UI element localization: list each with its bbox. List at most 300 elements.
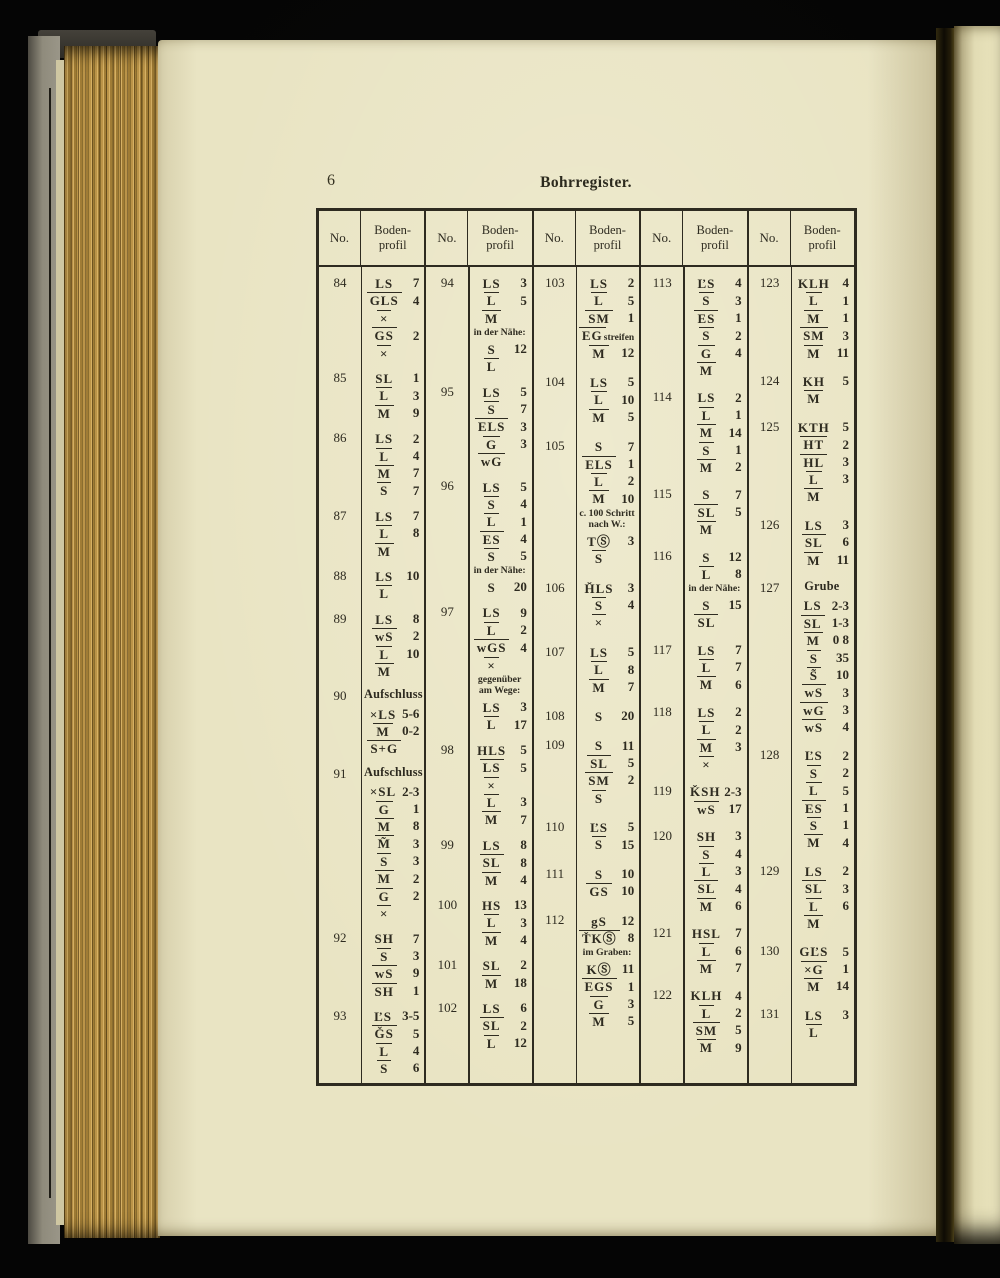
layer-thickness: 6 [735, 676, 742, 692]
layer-thickness: 1 [627, 310, 635, 326]
column-header-no: No. [319, 211, 361, 265]
profile-line [686, 720, 742, 737]
profile-line [471, 698, 527, 715]
layer-label: HSL [691, 926, 721, 942]
profile-line [686, 755, 742, 772]
profile-block [641, 703, 746, 773]
profile-line [794, 533, 850, 550]
layer-label: S [364, 482, 404, 498]
layer-thickness: 10 [406, 645, 420, 661]
layer-label: TⓈ [587, 533, 611, 549]
layer-label: M [364, 465, 404, 481]
profile-block [319, 929, 424, 999]
profile-lines [791, 274, 854, 361]
layer-label: M [794, 552, 834, 568]
layer-label: L [579, 661, 619, 677]
profile-line [794, 614, 850, 631]
profile-line [794, 550, 850, 567]
profile-line [579, 865, 635, 882]
column-header-no: No. [534, 211, 576, 265]
profile-line [686, 800, 742, 817]
profile-line [471, 973, 527, 990]
profile-line [364, 929, 420, 946]
layer-label: M [364, 870, 404, 886]
profile-line [471, 999, 527, 1016]
layer-thickness: 11 [836, 344, 850, 360]
profile-line [471, 621, 527, 638]
profile-block [749, 1005, 854, 1040]
profile-lines [468, 603, 531, 732]
profile-block [641, 485, 746, 537]
layer-thickness: 2 [735, 1005, 742, 1020]
profile-lines [576, 911, 639, 1029]
layer-label: SM [686, 1022, 726, 1038]
layer-label: wS [364, 965, 404, 981]
layer-label: LS [803, 598, 822, 614]
layer-thickness: 4 [520, 871, 527, 887]
profile-line [364, 610, 420, 627]
profile-line [471, 871, 527, 888]
layer-thickness: 2-3 [831, 597, 850, 613]
layer-label: ELS [471, 418, 511, 434]
profile-block [534, 579, 639, 631]
profile-line [686, 1038, 742, 1055]
borehole-number: 108 [545, 707, 565, 723]
profile-lines [468, 896, 531, 948]
layer-thickness: 8 [412, 611, 420, 627]
profile-line [686, 441, 742, 458]
layer-thickness: 14 [728, 424, 742, 440]
profile-lines [791, 942, 854, 994]
layer-thickness: 5 [520, 383, 527, 399]
profile-block [749, 942, 854, 994]
layer-thickness: 3 [735, 828, 742, 844]
profile-line [579, 771, 635, 788]
borehole-number: 104 [545, 373, 565, 389]
layer-thickness: 7 [735, 925, 742, 941]
layer-thickness: 2 [520, 622, 527, 638]
profile-line [364, 739, 420, 756]
layer-thickness: 3 [520, 418, 527, 434]
profile-line [579, 707, 635, 724]
borehole-number: 125 [759, 418, 780, 434]
layer-label: S [594, 439, 604, 455]
profile-line [794, 372, 850, 389]
layer-label: ĽS [590, 819, 608, 835]
profile-line [686, 658, 742, 675]
layer-thickness: 8 [520, 837, 527, 853]
profile-block [749, 372, 854, 407]
profile-line [794, 596, 850, 613]
layer-label: L [686, 721, 726, 737]
profile-line [579, 579, 635, 596]
borehole-number: 118 [652, 703, 672, 719]
layer-label: G [686, 345, 726, 361]
layer-label: LS [697, 642, 716, 658]
layer-thickness: 8 [520, 854, 527, 870]
layer-label: SM [579, 310, 619, 326]
profile-lines [361, 507, 424, 559]
layer-thickness: 5 [842, 373, 850, 389]
layer-thickness: 6 [412, 1060, 420, 1076]
profile-line [686, 703, 742, 720]
layer-thickness: 3 [520, 436, 527, 452]
layer-thickness: 3-5 [402, 1008, 420, 1024]
profile-block [534, 373, 639, 425]
layer-thickness: 10 [621, 866, 635, 882]
profile-line [364, 904, 420, 921]
layer-label: wG [794, 702, 834, 718]
profile-line [686, 388, 742, 405]
layer-label: M [471, 975, 511, 991]
borehole-number: 113 [652, 275, 672, 290]
profile-line [794, 746, 850, 763]
profile-line [471, 512, 527, 529]
profile-line [686, 361, 742, 378]
profile-line [579, 390, 635, 407]
layer-thickness: 15 [621, 836, 635, 852]
layer-thickness: 5 [520, 548, 527, 564]
profile-block [426, 741, 531, 828]
profile-block [534, 643, 639, 695]
profile-line [686, 485, 742, 502]
layer-thickness: 18 [513, 974, 527, 990]
layer-label: L [471, 622, 511, 638]
layer-label: SL [482, 958, 501, 974]
profile-lines [683, 827, 746, 914]
layer-thickness: 1 [842, 292, 850, 308]
profile-line [794, 1005, 850, 1022]
column-header-profile [468, 211, 531, 265]
profile-lines [683, 485, 746, 537]
layer-label: M [364, 818, 404, 834]
layer-thickness: 6 [842, 897, 850, 913]
profile-line [686, 547, 742, 564]
layer-thickness: 5 [627, 1013, 635, 1029]
profile-line [794, 516, 850, 533]
profile-block [749, 579, 854, 736]
profile-line [579, 736, 635, 753]
column-header [641, 211, 746, 267]
layer-label: M [794, 834, 834, 850]
profile-line [686, 291, 742, 308]
layer-thickness: 20 [621, 708, 635, 724]
layer-label: L [686, 659, 726, 675]
profile-line [364, 344, 420, 361]
profile-block [426, 896, 531, 948]
profile-line [364, 1059, 420, 1076]
layer-thickness: 14 [836, 978, 850, 994]
layer-thickness: 7 [627, 678, 635, 694]
profile-block [426, 603, 531, 732]
layer-label: L [471, 1035, 511, 1051]
layer-label: S [794, 817, 834, 833]
layer-label: M [686, 1039, 726, 1055]
profile-block [641, 274, 746, 378]
profile-line [686, 1021, 742, 1038]
book-cover-line [49, 88, 51, 1198]
layer-label: GLS [364, 292, 404, 308]
profile-line [686, 986, 742, 1003]
profile-lines [683, 388, 746, 475]
header-word: Boden- [803, 222, 841, 237]
profile-block [319, 687, 424, 757]
layer-label: S [594, 709, 604, 724]
layer-thickness: 2 [412, 430, 420, 446]
profile-line [471, 340, 527, 357]
layer-label: S [794, 650, 834, 666]
profile-line [579, 472, 635, 489]
layer-label: ĽS [374, 1008, 392, 1024]
column-header [426, 211, 531, 267]
layer-label: L [686, 863, 726, 879]
profile-line [686, 326, 742, 343]
profile-line [471, 603, 527, 620]
layer-label: LS [482, 276, 501, 292]
profile-line [471, 758, 527, 775]
column-header-profile [576, 211, 639, 265]
layer-label: SM [579, 772, 619, 788]
layer-thickness: 3 [842, 880, 850, 896]
layer-label: M [471, 872, 511, 888]
profile-block [534, 274, 639, 361]
layer-label: SL [471, 1017, 511, 1033]
profile-line [364, 705, 420, 722]
layer-label: × [471, 657, 511, 673]
column-header-profile [683, 211, 746, 265]
layer-thickness: 9 [412, 405, 420, 421]
profile-lines [791, 418, 854, 505]
layer-label: L [794, 471, 834, 487]
layer-thickness: 3 [520, 699, 527, 715]
layer-label: ŤKⓈ [579, 930, 619, 946]
borehole-number: 122 [652, 987, 672, 1003]
layer-label: S [686, 442, 726, 458]
layer-label: H̆LS [584, 580, 614, 596]
layer-label: ×LS [369, 706, 397, 722]
layer-label: SH [696, 829, 717, 845]
layer-thickness: 3 [842, 327, 850, 343]
layer-thickness: 2 [735, 327, 742, 343]
layer-thickness: 4 [842, 719, 850, 735]
layer-label: L [686, 943, 726, 959]
layer-thickness: 7 [627, 438, 635, 454]
column-header [319, 211, 424, 267]
profile-line [364, 627, 420, 644]
layer-thickness: 2 [842, 747, 850, 763]
borehole-number: 130 [759, 943, 780, 959]
profile-line [579, 911, 635, 928]
profile-block [749, 418, 854, 505]
profile-lines [576, 373, 639, 425]
layer-thickness: 4 [412, 447, 420, 463]
profile-lines [361, 369, 424, 421]
profile-line [794, 833, 850, 850]
profile-block [319, 507, 424, 559]
layer-thickness: 7 [520, 401, 527, 417]
layer-thickness: 3 [412, 853, 420, 869]
profile-line [364, 869, 420, 886]
header-word: profil [486, 238, 514, 252]
profile-line [794, 344, 850, 361]
profile-lines [468, 274, 531, 375]
profile-line [794, 816, 850, 833]
layer-label: M̃ [364, 835, 404, 851]
borehole-number: 119 [652, 783, 672, 799]
layer-label: HT [794, 436, 834, 452]
borehole-number: 91 [333, 765, 347, 781]
profile-line [364, 584, 420, 601]
layer-label: SH [364, 983, 404, 999]
layer-thickness: 5 [627, 819, 635, 835]
layer-label: G [579, 996, 619, 1012]
layer-thickness: 5 [627, 409, 635, 425]
layer-label: S [579, 597, 619, 613]
layer-thickness: 12 [621, 344, 635, 360]
profile-line [579, 373, 635, 390]
layer-label: × [686, 756, 726, 772]
layer-thickness: 2 [412, 327, 420, 343]
layer-thickness: 4 [735, 987, 742, 1003]
layer-thickness: 1 [520, 513, 527, 529]
layer-label: LS [375, 568, 394, 584]
column-body [749, 267, 854, 1083]
column-body [319, 267, 424, 1083]
profile-lines [361, 1007, 424, 1077]
location-note: in der Nähe: [473, 327, 526, 339]
layer-thickness: 1 [735, 441, 742, 457]
profile-block [641, 782, 746, 817]
profile-block [426, 999, 531, 1051]
layer-label: KH [802, 374, 825, 390]
layer-thickness: 10 [621, 391, 635, 407]
layer-thickness: 11 [621, 961, 635, 977]
profile-lines [683, 274, 746, 378]
layer-label: LS [590, 276, 608, 292]
borehole-number: 95 [440, 383, 454, 399]
layer-label: SL [794, 534, 834, 550]
layer-label: ES [471, 531, 511, 547]
profile-lines [576, 818, 639, 853]
layer-thickness: 11 [836, 551, 850, 567]
layer-label: M [579, 409, 619, 425]
layer-thickness: 5 [627, 755, 635, 771]
header-word: profil [808, 238, 837, 252]
layer-label: EG [579, 327, 604, 343]
layer-label: S [594, 738, 604, 754]
layer-label: L [794, 898, 834, 914]
layer-label: KLH [690, 988, 723, 1004]
borehole-number: 98 [440, 741, 454, 757]
layer-thickness: 4 [412, 1043, 420, 1059]
layer-thickness: 2 [735, 389, 742, 405]
layer-label: ×G [794, 961, 834, 977]
layer-label: wG [471, 453, 511, 469]
layer-label: L [579, 473, 619, 489]
layer-label: M [794, 632, 833, 648]
layer-label: G [364, 888, 404, 904]
profile-line [471, 400, 527, 417]
layer-label: S [471, 548, 511, 564]
layer-thickness: 5 [412, 1025, 420, 1041]
profile-block [534, 865, 639, 900]
layer-label: LS [482, 384, 501, 400]
layer-label: L [794, 1024, 834, 1040]
profile-block [641, 986, 746, 1056]
layer-thickness: 1 [735, 407, 742, 423]
profile-line [471, 741, 527, 758]
profile-line [364, 834, 420, 851]
layer-label: S [364, 853, 404, 869]
profile-line [794, 977, 850, 994]
layer-thickness: 4 [842, 834, 850, 850]
profile-line [579, 754, 635, 771]
layer-label: M [794, 488, 834, 504]
layer-label: M [686, 898, 726, 914]
profile-line [364, 447, 420, 464]
profile-line [579, 326, 635, 343]
layer-label: SL [375, 371, 394, 387]
layer-label: GS [364, 327, 404, 343]
layer-thickness: 0-2 [402, 723, 420, 739]
table-column-group [534, 211, 641, 1083]
layer-label: SL [794, 615, 832, 631]
layer-thickness: 3 [735, 738, 742, 754]
profile-line [794, 683, 850, 700]
borehole-number: 101 [437, 957, 458, 973]
layer-thickness: 4 [627, 597, 635, 613]
profile-lines [683, 641, 746, 693]
borehole-number: 116 [652, 548, 672, 564]
profile-line [794, 781, 850, 798]
profile-line [364, 817, 420, 834]
layer-label: S̃ [794, 667, 834, 683]
profile-block [641, 641, 746, 693]
profile-line [794, 960, 850, 977]
header-word: Boden- [374, 222, 412, 237]
borehole-number: 131 [759, 1006, 780, 1022]
borehole-number: 123 [759, 275, 780, 290]
location-note: c. 100 Schritt nach W.: [579, 507, 635, 531]
profile-line [471, 853, 527, 870]
profile-line [794, 418, 850, 435]
profile-line [794, 666, 850, 683]
profile-line [794, 764, 850, 781]
profile-line [364, 541, 420, 558]
profile-block [319, 369, 424, 421]
layer-label: S [702, 487, 711, 503]
layer-label: M [364, 723, 402, 739]
layer-label: G [364, 801, 404, 817]
profile-line [794, 453, 850, 470]
layer-label: SL [686, 880, 726, 896]
profile-line [471, 452, 527, 469]
location-note: gegenüber am Wege: [477, 673, 522, 697]
layer-label: S [579, 550, 619, 566]
profile-line [364, 644, 420, 661]
profile-line [686, 897, 742, 914]
profile-block [319, 274, 424, 361]
layer-label: LS [375, 276, 394, 292]
layer-thickness: streifen [603, 332, 635, 343]
layer-label: M [794, 915, 834, 931]
profile-line [579, 437, 635, 454]
profile-line [686, 844, 742, 861]
borehole-number: 93 [333, 1007, 347, 1023]
layer-label: ĽS [804, 748, 823, 764]
layer-label: × [471, 777, 511, 793]
layer-thickness: 11 [621, 737, 635, 753]
